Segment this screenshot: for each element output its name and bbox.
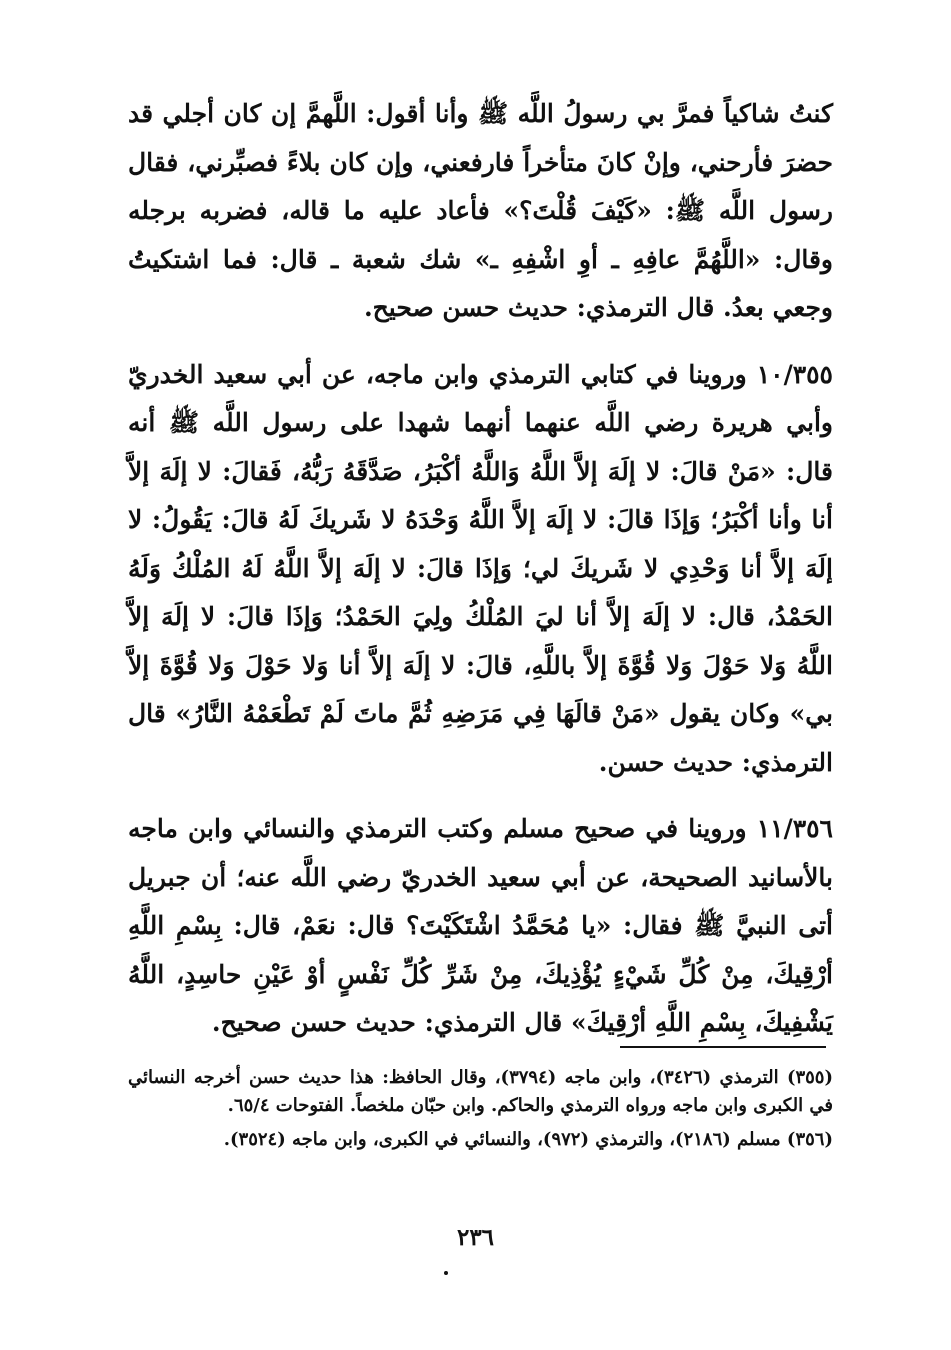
footnotes-block: [128, 1064, 833, 1154]
footnote-divider: [620, 1046, 826, 1048]
footnote-355: (٣٥٥) الترمذي (٣٤٢٦)، وابن ماجه (٣٧٩٤)، وقال الحافظ: هذا حديث حسن أخرجه النسائي في الكبرى وابن ماجه ورواه الترمذي والحاكم. وابن حبّان ملخصاً. الفتوحات ٦٥/٤.: [128, 1067, 834, 1116]
footnote-356: (٣٥٦) مسلم (٢١٨٦)، والترمذي (٩٧٢)، والنسائي في الكبرى، وابن ماجه (٣٥٢٤).: [223, 1129, 833, 1150]
ink-dot: [444, 1271, 448, 1275]
hadith-paragraph-355: ١٠/٣٥٥ وروينا في كتابي الترمذي وابن ماجه، عن أبي سعيد الخدريّ وأبي هريرة رضي اللَّه عنهما أنهما شهدا على رسول اللَّه ﷺ أنه قال: «مَنْ قالَ: لا إلَهَ إلاَّ اللَّهُ وَاللَّهُ أكْبَرُ، صَدَّقَهُ رَبُّهُ، فَقالَ: لا إلَهَ إلاَّ أنا وأنا أكْبَرُ؛ وَإذَا قالَ: لا إلَهَ إلاَّ اللَّهُ وَحْدَهُ لا شَريكَ لَهُ قالَ: يَقُولُ: لا إلَهَ إلاَّ أنا وَحْدِي لا شَريكَ لي؛ وَإذَا قالَ: لا إلَهَ إلاَّ اللَّهُ لَهُ المُلْكُ وَلَهُ الحَمْدُ، قال: لا إلَهَ إلاَّ أنا ليَ المُلْكُ ولِيَ الحَمْدُ؛ وَإذَا قالَ: لا إلَهَ إلاَّ اللَّهُ وَلا حَوْلَ وَلا قُوَّةَ إلاَّ باللَّهِ، قالَ: لا إلَهَ إلاَّ أنا وَلا حَوْلَ وَلا قُوَّةَ إلاَّ بي» وكان يقول «مَنْ قالَهَا فِي مَرَضِهِ ثُمَّ ماتَ لَمْ تَطْعَمْهُ النَّارُ» قال الترمذي: حديث حسن.: [128, 359, 833, 777]
hadith-paragraph-continuation: كنتُ شاكياً فمرَّ بي رسولُ اللَّه ﷺ وأنا أقول: اللَّهمَّ إن كان أجلي قد حضرَ فأرحني، وإنْ كانَ متأخراً فارفعني، وإن كان بلاءً فصبِّرني، فقال رسول اللَّه ﷺ: «كَيْفَ قُلْتَ؟» فأعاد عليه ما قاله، فضربه برجله وقال: «اللَّهُمَّ عافِهِ ـ أوِ اشْفِهِ ـ» شك شعبة ـ قال: فما اشتكيتُ وجعي بعدُ. قال الترمذي: حديث حسن صحيح.: [128, 99, 833, 322]
page-number: ٢٣٦: [456, 1224, 495, 1251]
main-text-block: [128, 90, 833, 1048]
hadith-paragraph-356: ١١/٣٥٦ وروينا في صحيح مسلم وكتب الترمذي والنسائي وابن ماجه بالأسانيد الصحيحة، عن أبي سعيد الخدريّ رضي اللَّه عنه؛ أن جبريل أتى النبيَّ ﷺ فقال: «يا مُحَمَّدُ اشْتَكَيْتَ؟ قال: نعَمْ، قال: بِسْمِ اللَّهِ أرْقِيكَ، مِنْ كُلِّ شَيْءٍ يُؤْذِيكَ، مِنْ شَرِّ كُلِّ نَفْسٍ أوْ عَيْنِ حاسِدٍ، اللَّهُ يَشْفِيكَ، بِسْمِ اللَّهِ أرْقِيكَ» قال الترمذي: حديث حسن صحيح.: [128, 814, 833, 1037]
